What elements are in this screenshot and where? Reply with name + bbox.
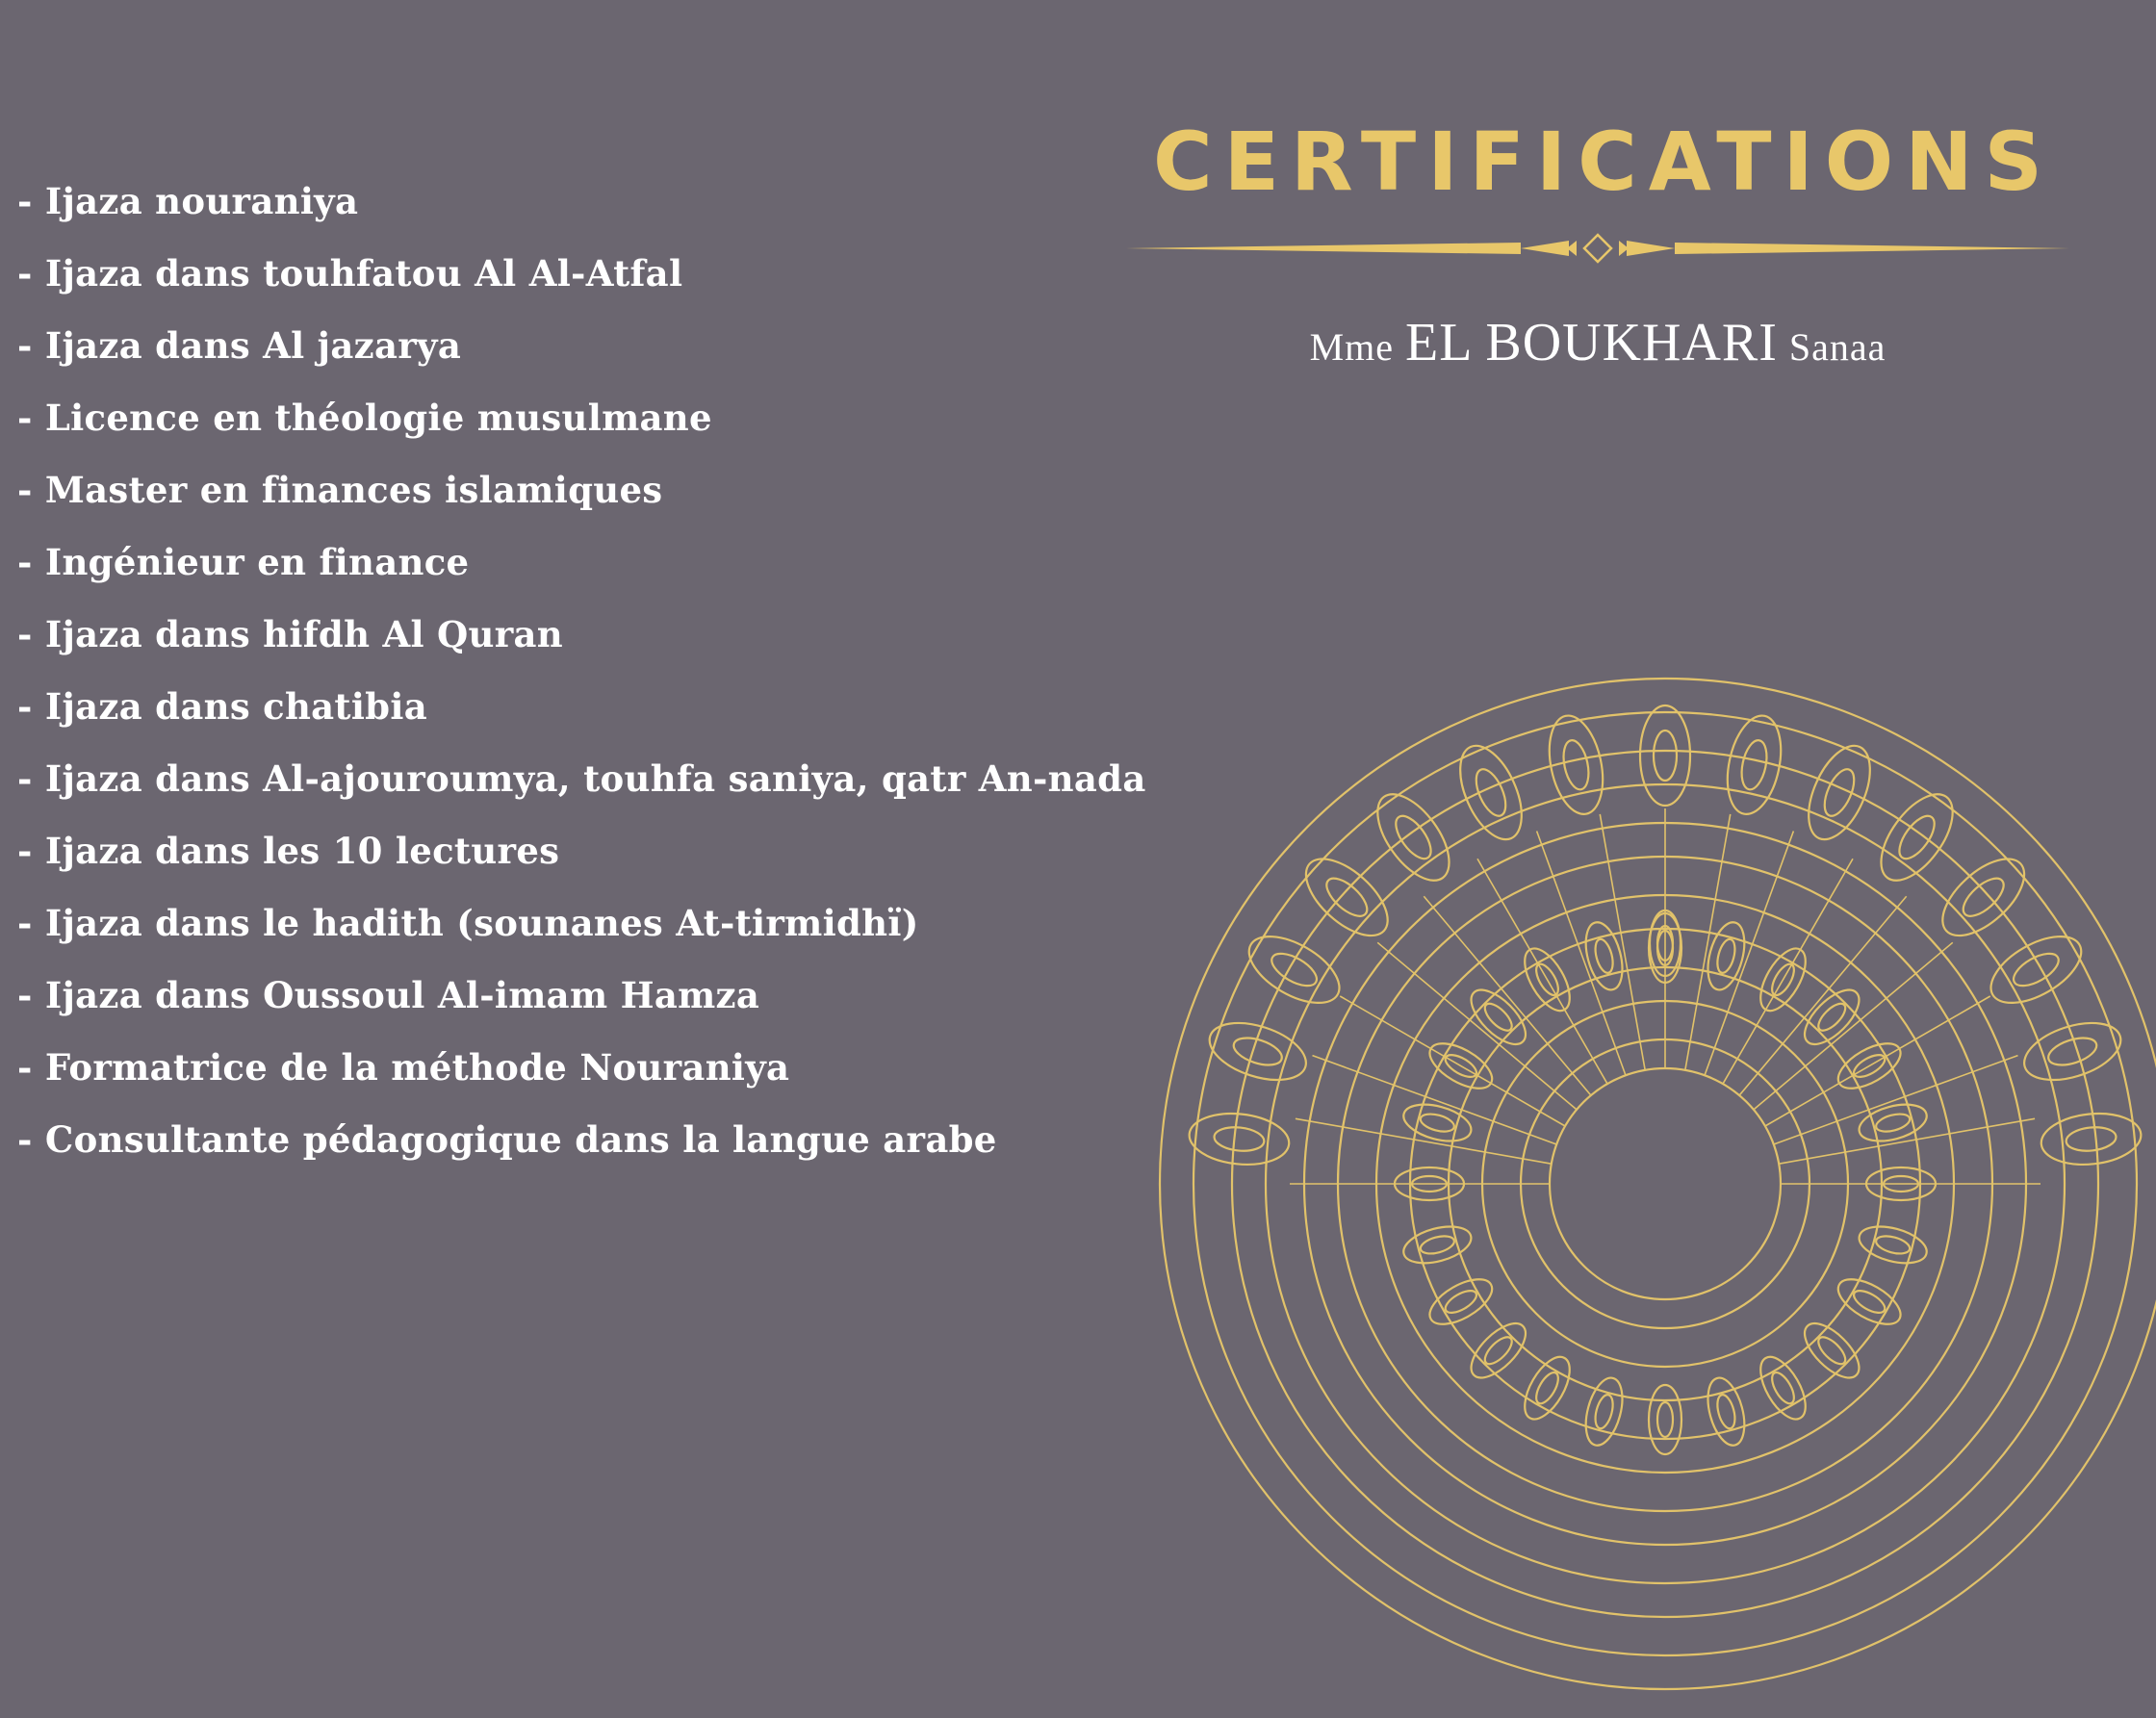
list-item: - Ijaza dans Al jazarya xyxy=(17,324,462,367)
name-suffix: Sanaa xyxy=(1788,325,1886,369)
list-item: - Licence en théologie musulmane xyxy=(17,397,712,439)
list-item: - Ijaza dans hifdh Al Quran xyxy=(17,613,564,655)
list-item: - Ijaza dans Al-ajouroumya, touhfa saniya, qatr An-nada xyxy=(17,757,1146,800)
list-item: - Master en finances islamiques xyxy=(17,469,663,511)
list-item: - Ijaza dans touhfatou Al Al-Atfal xyxy=(17,252,683,295)
presenter-name xyxy=(1088,312,2108,373)
list-item: - Ijaza dans Oussoul Al-imam Hamza xyxy=(17,974,760,1016)
list-item: - Ijaza dans le hadith (sounanes At-tirmidhï) xyxy=(17,902,919,944)
ornamental-divider-icon xyxy=(1116,229,2079,268)
certifications-header xyxy=(1088,115,2108,373)
list-item: - Ijaza dans chatibia xyxy=(17,685,427,728)
name-prefix: Mme xyxy=(1309,325,1394,369)
list-item: - Ingénieur en finance xyxy=(17,541,470,583)
name-main: EL BOUKHARI xyxy=(1405,313,1778,372)
page-title: CERTIFICATIONS xyxy=(1152,115,2055,209)
list-item: - Consultante pédagogique dans la langue arabe xyxy=(17,1118,997,1161)
list-item: - Formatrice de la méthode Nouraniya xyxy=(17,1046,790,1089)
list-item: - Ijaza nouraniya xyxy=(17,180,359,222)
list-item: - Ijaza dans les 10 lectures xyxy=(17,830,560,872)
